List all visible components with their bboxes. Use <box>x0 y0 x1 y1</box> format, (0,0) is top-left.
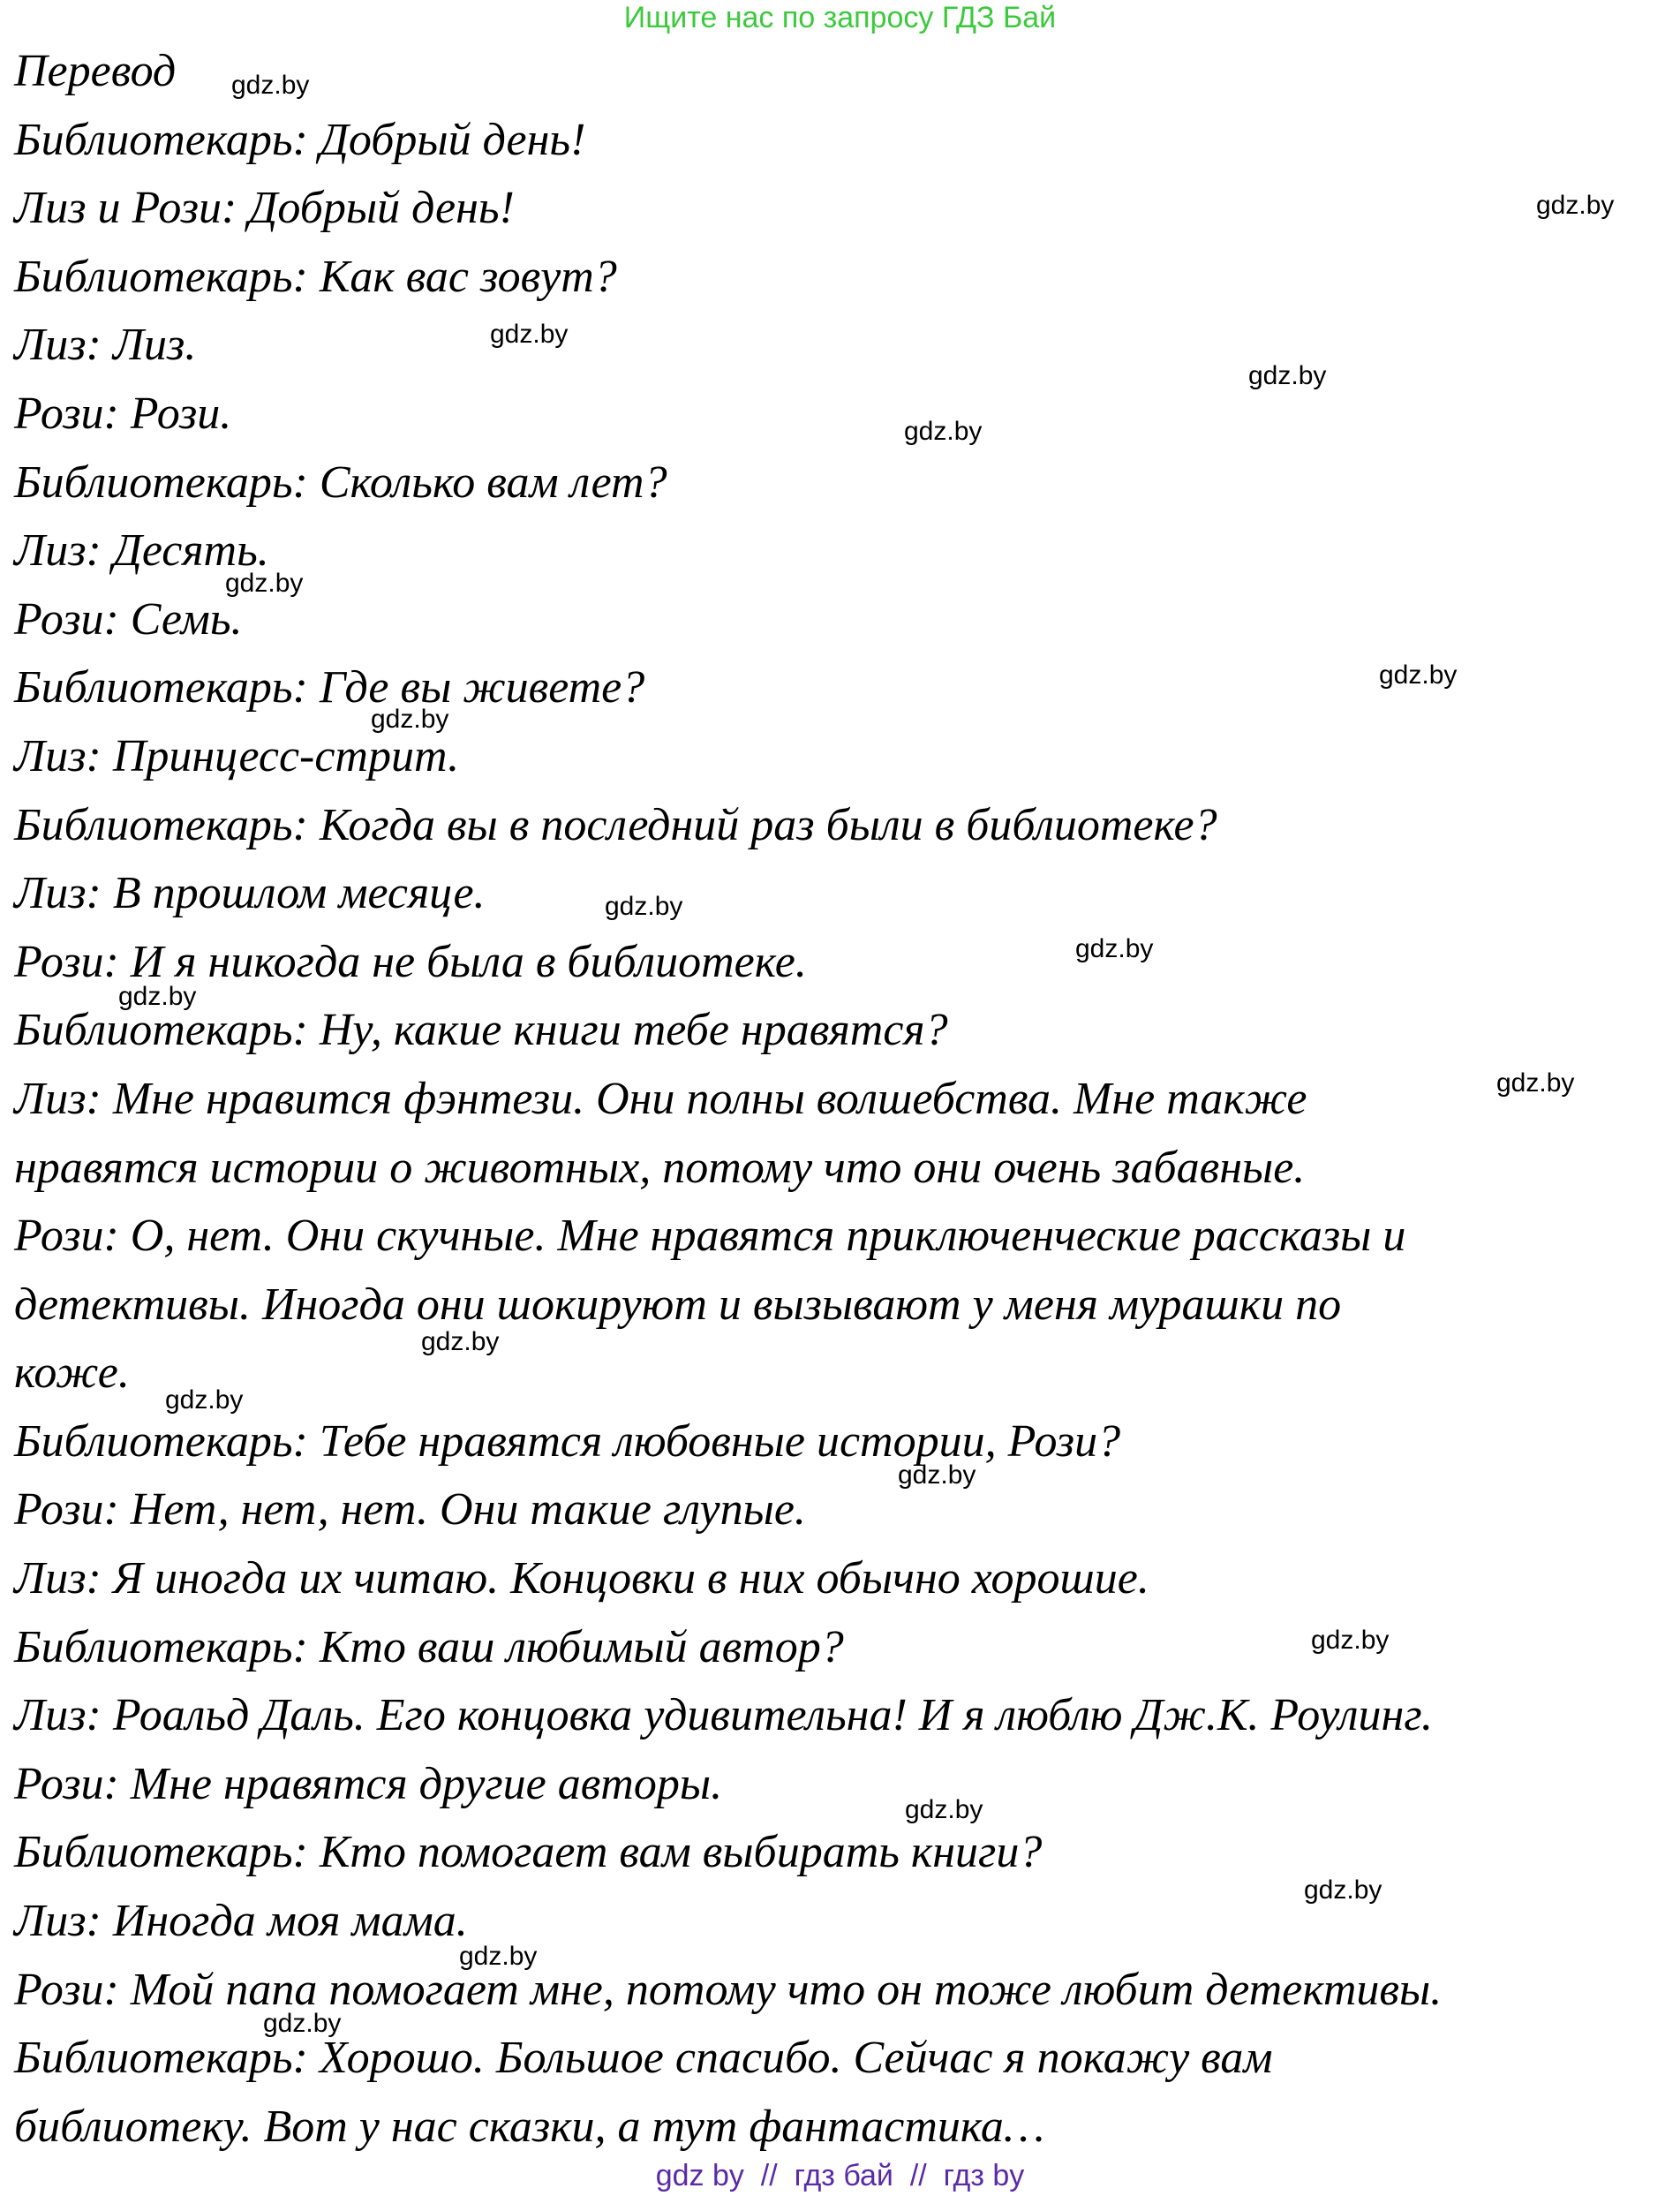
text-line: Лиз: Лиз. <box>14 320 197 371</box>
watermark: gdz.by <box>905 1795 983 1824</box>
watermark: gdz.by <box>263 2009 342 2038</box>
watermark: gdz.by <box>231 71 310 100</box>
text-line: Лиз: Роальд Даль. Его концовка удивительна! И я люблю Дж.К. Роулинг. <box>14 1690 1433 1741</box>
text-line: Библиотекарь: Сколько вам лет? <box>14 457 667 508</box>
text-line: Лиз: Десять. <box>14 525 269 577</box>
text-line: коже. <box>14 1347 130 1399</box>
text-line: Библиотекарь: Ну, какие книги тебе нравятся? <box>14 1005 948 1056</box>
watermark: gdz.by <box>371 705 449 734</box>
header-banner: Ищите нас по запросу ГДЗ Бай <box>623 1 1057 34</box>
watermark: gdz.by <box>605 892 683 921</box>
watermark: gdz.by <box>1304 1875 1382 1905</box>
watermark: gdz.by <box>165 1385 244 1415</box>
footer-links: gdz by // гдз бай // гдз by <box>655 2159 1025 2192</box>
watermark: gdz.by <box>118 982 197 1011</box>
text-line: Библиотекарь: Когда вы в последний раз были в библиотеке? <box>14 799 1217 850</box>
text-line: Библиотекарь: Добрый день! <box>14 114 586 165</box>
watermark: gdz.by <box>459 1942 538 1971</box>
text-line: Лиз: Принцесс-стрит. <box>14 730 460 781</box>
text-line: Лиз: Я иногда их читаю. Концовки в них обычно хорошие. <box>14 1553 1149 1604</box>
text-line: Рози: Семь. <box>14 593 243 645</box>
text-line: Перевод <box>14 46 177 96</box>
text-line: Рози: Рози. <box>14 388 232 439</box>
text-line: Библиотекарь: Кто помогает вам выбирать книги? <box>14 1827 1043 1878</box>
text-line: Лиз и Рози: Добрый день! <box>14 183 515 234</box>
translation-text <box>14 37 1665 2161</box>
text-line: Рози: И я никогда не была в библиотеке. <box>14 936 807 987</box>
watermark: gdz.by <box>904 417 983 446</box>
text-line: Библиотекарь: Тебе нравятся любовные истории, Рози? <box>14 1415 1121 1467</box>
watermark: gdz.by <box>1496 1068 1575 1098</box>
watermark: gdz.by <box>1379 660 1458 690</box>
watermark: gdz.by <box>225 569 304 598</box>
text-line: Библиотекарь: Как вас зовут? <box>14 251 617 302</box>
text-line: Библиотекарь: Кто ваш любимый автор? <box>14 1621 844 1672</box>
text-line: Библиотекарь: Хорошо. Большое спасибо. Сейчас я покажу вам <box>14 2033 1273 2084</box>
watermark: gdz.by <box>1075 934 1154 963</box>
watermark: gdz.by <box>1311 1626 1390 1655</box>
text-line: Рози: О, нет. Они скучные. Мне нравятся приключенческие рассказы и <box>14 1211 1406 1262</box>
text-line: Рози: Мне нравятся другие авторы. <box>14 1758 723 1809</box>
text-line: Рози: Мой папа помогает мне, потому что он тоже любит детективы. <box>14 1964 1443 2015</box>
text-line: нравятся истории о животных, потому что они очень забавные. <box>14 1142 1306 1193</box>
watermark: gdz.by <box>421 1327 500 1356</box>
text-line: библиотеку. Вот у нас сказки, а тут фантастика… <box>14 2101 1045 2152</box>
text-line: Лиз: Иногда моя мама. <box>14 1896 468 1947</box>
text-line: Библиотекарь: Где вы живете? <box>14 662 645 713</box>
text-line: Лиз: Мне нравится фэнтези. Они полны волшебства. Мне также <box>14 1073 1307 1124</box>
text-line: Рози: Нет, нет, нет. Они такие глупые. <box>14 1484 806 1536</box>
text-line: Лиз: В прошлом месяце. <box>14 868 486 919</box>
watermark: gdz.by <box>898 1460 976 1490</box>
watermark: gdz.by <box>490 320 569 349</box>
watermark: gdz.by <box>1248 361 1327 390</box>
watermark: gdz.by <box>1536 191 1615 220</box>
text-line: детективы. Иногда они шокируют и вызывают у меня мурашки по <box>14 1279 1342 1330</box>
